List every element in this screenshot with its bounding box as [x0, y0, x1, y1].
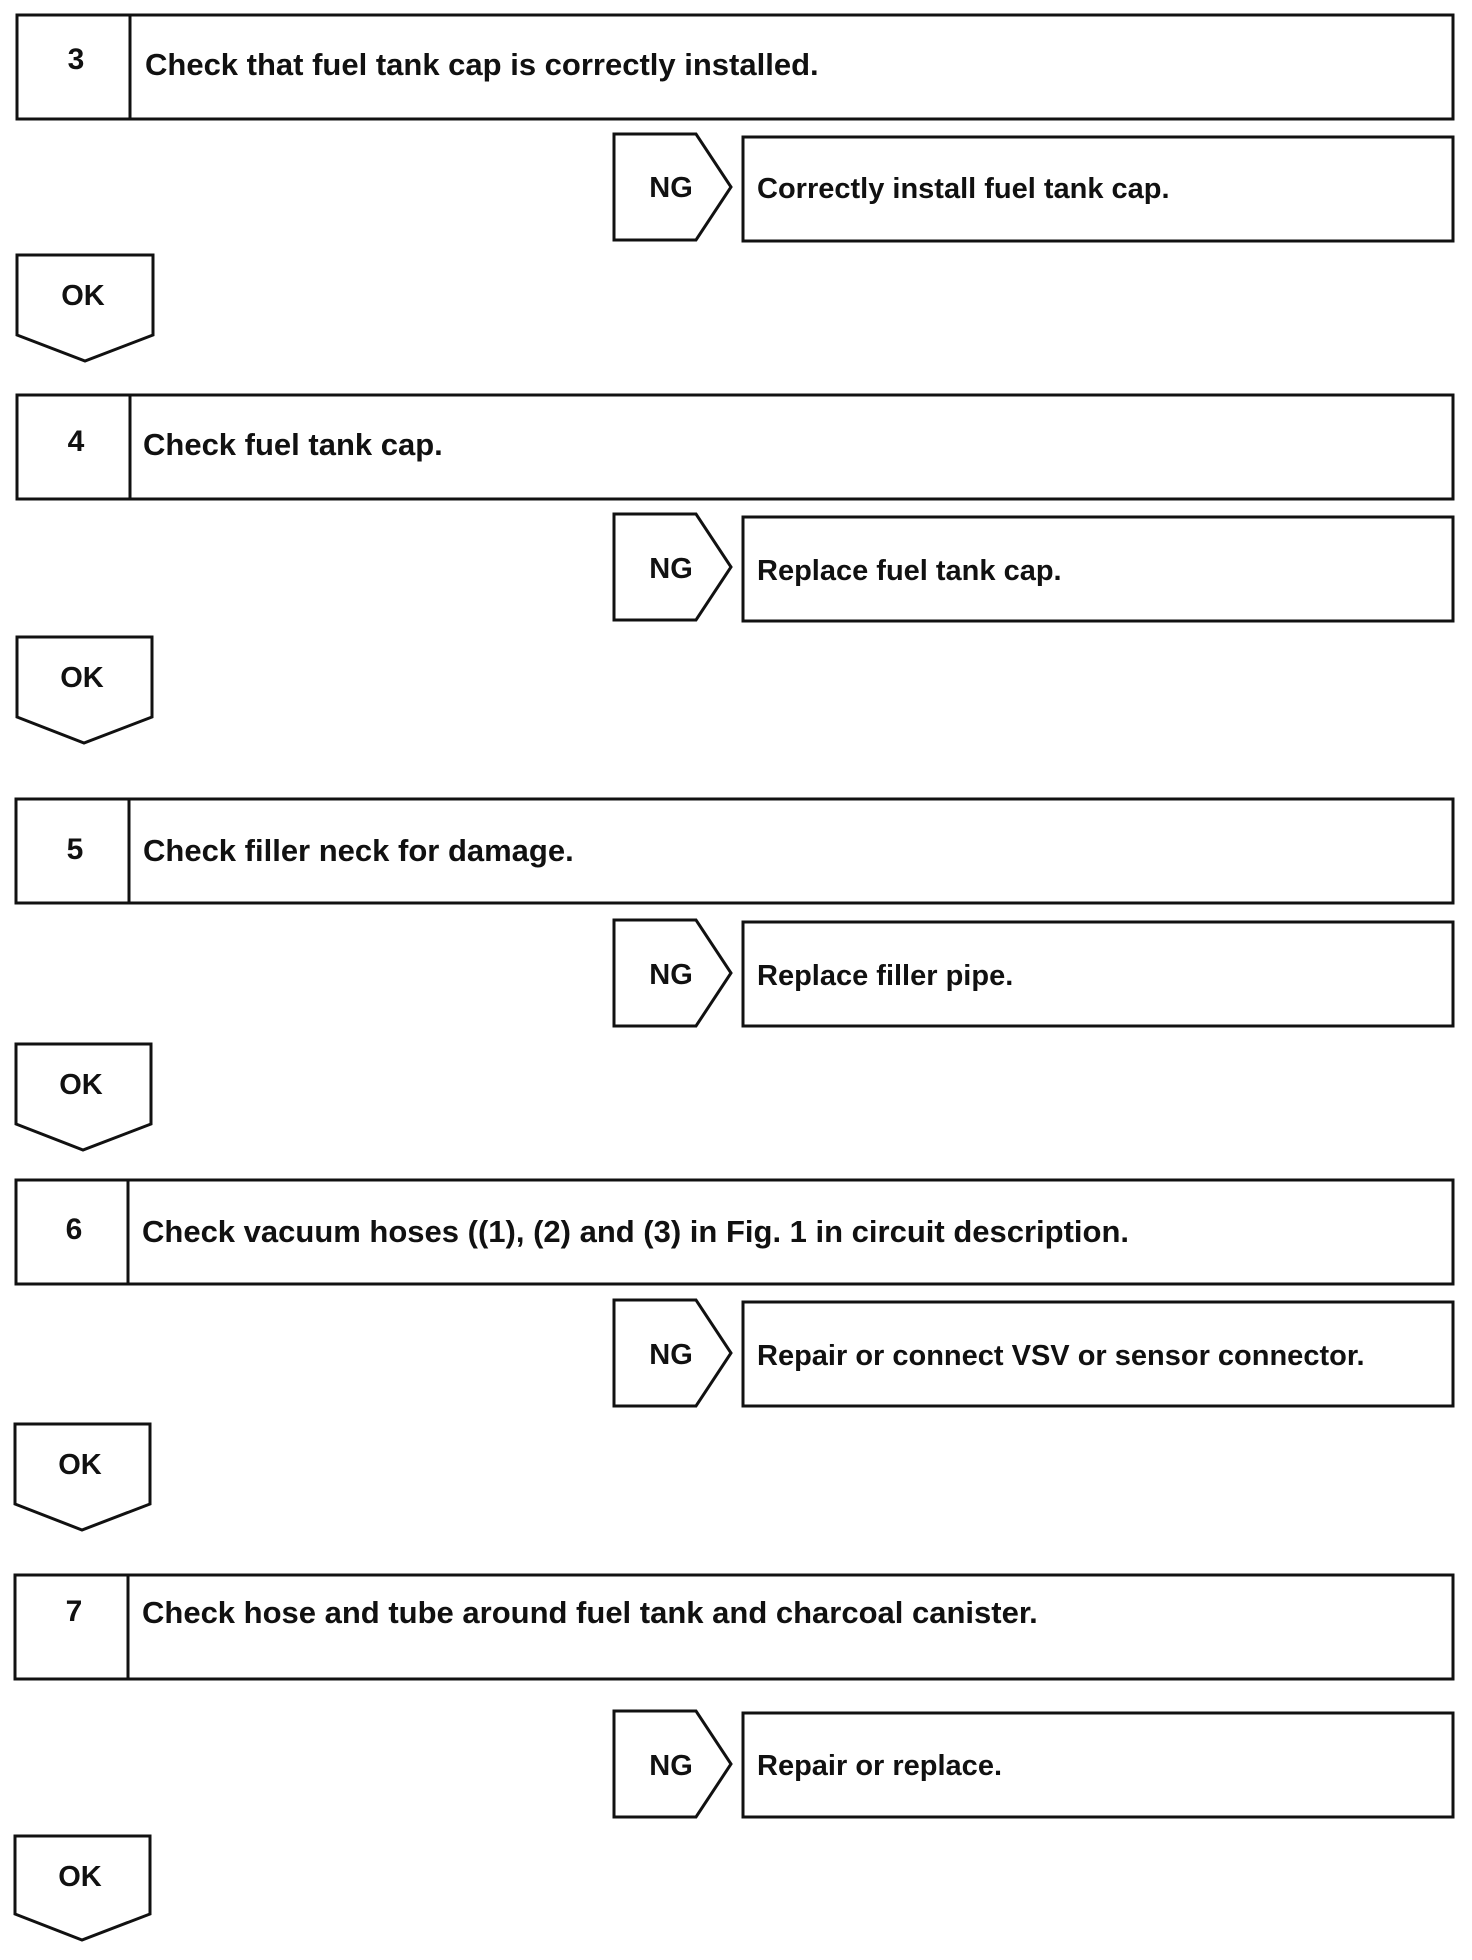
step-6 [15, 1180, 1453, 1530]
step-5-ok-label: OK [59, 1069, 103, 1101]
step-3-number: 3 [67, 43, 85, 76]
step-5-ng-action: Replace filler pipe. [757, 960, 1014, 992]
step-7-ng-action: Repair or replace. [757, 1750, 1002, 1782]
step-3-ng-action: Correctly install fuel tank cap. [757, 173, 1170, 205]
step-6-number: 6 [65, 1213, 83, 1246]
step-5 [16, 799, 1453, 1150]
step-4-ng-label: NG [649, 553, 693, 585]
step-5-text: Check filler neck for damage. [143, 833, 574, 868]
step-6-ok-label: OK [58, 1449, 102, 1481]
step-3 [17, 15, 1453, 361]
step-5-ng-label: NG [649, 959, 693, 991]
step-4 [17, 395, 1453, 743]
step-4-number: 4 [67, 425, 85, 458]
step-3-text: Check that fuel tank cap is correctly installed. [145, 47, 819, 82]
step-7-number: 7 [65, 1595, 83, 1628]
step-4-ng-action: Replace fuel tank cap. [757, 555, 1062, 587]
step-7-ng-label: NG [649, 1750, 693, 1782]
step-6-ng-action: Repair or connect VSV or sensor connector. [757, 1340, 1365, 1372]
step-6-text: Check vacuum hoses ((1), (2) and (3) in Fig. 1 in circuit description. [142, 1214, 1130, 1249]
step-5-number: 5 [66, 833, 84, 866]
step-4-ok-label: OK [60, 662, 104, 694]
step-3-ng-label: NG [649, 172, 693, 204]
step-4-text: Check fuel tank cap. [143, 427, 443, 462]
step-7-text: Check hose and tube around fuel tank and charcoal canister. [142, 1595, 1038, 1630]
step-3-ok-label: OK [61, 280, 105, 312]
step-6-ng-label: NG [649, 1339, 693, 1371]
step-7-ok-label: OK [58, 1861, 102, 1893]
step-7 [15, 1575, 1453, 1940]
